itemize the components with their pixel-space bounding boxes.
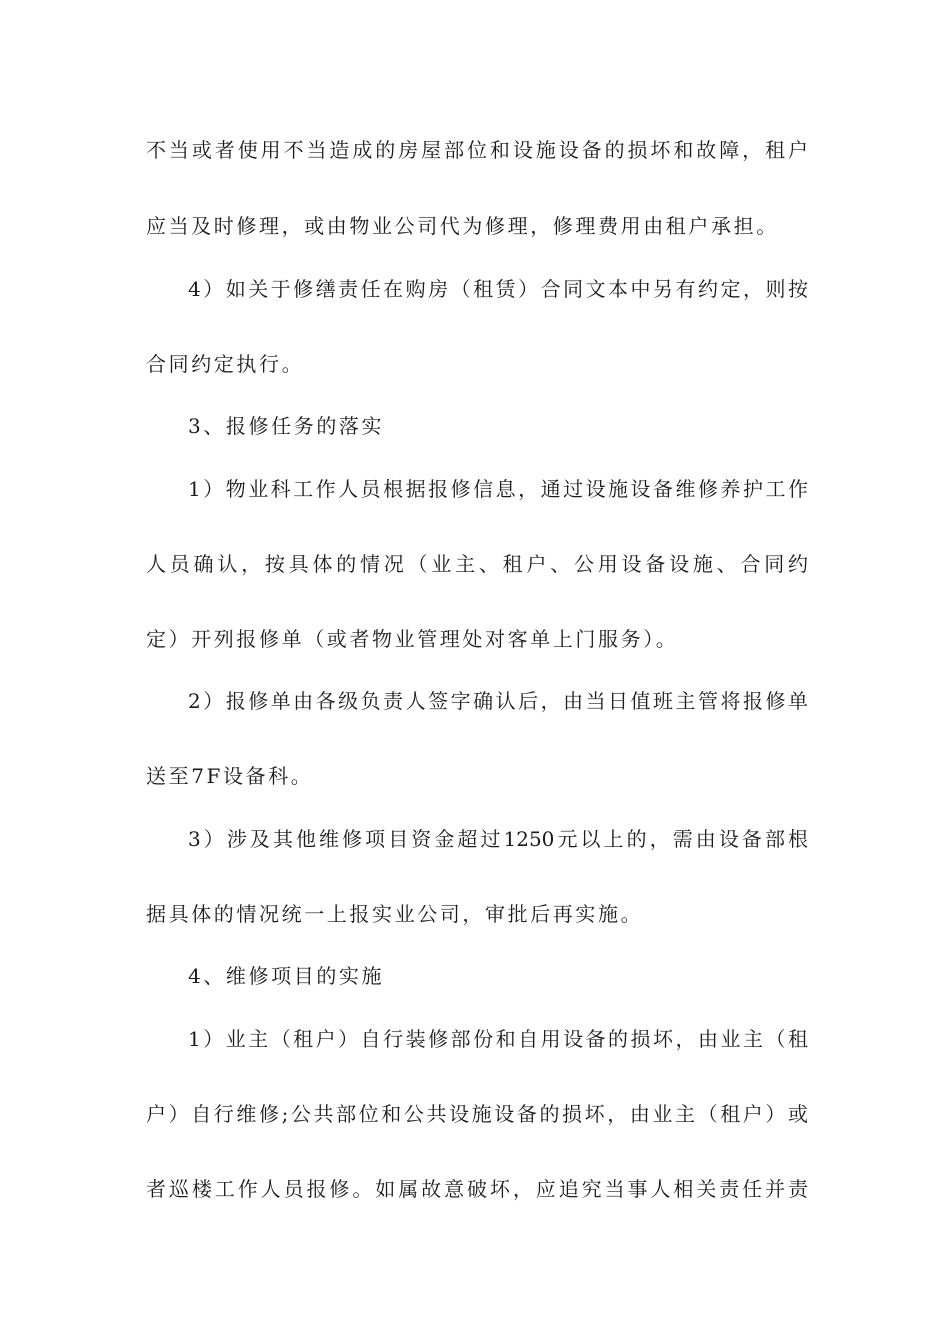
text-line: 据具体的情况统一上报实业公司，审批后再实施。: [146, 902, 644, 926]
text-line: 不当或者使用不当造成的房屋部位和设施设备的损坏和故障，租户: [146, 138, 808, 162]
text-line: 1）物业科工作人员根据报修信息，通过设施设备维修养护工作: [188, 477, 808, 501]
text-line: 送至7F设备科。: [146, 764, 314, 788]
section-heading: 3、报修任务的落实: [188, 414, 385, 438]
text-line: 者巡楼工作人员报修。如属故意破坏，应追究当事人相关责任并责: [146, 1177, 808, 1201]
text-line: 定）开列报修单（或者物业管理处对客单上门服务）。: [146, 627, 679, 651]
text-line: 4）如关于修缮责任在购房（租赁）合同文本中另有约定，则按: [188, 277, 808, 301]
section-heading: 4、维修项目的实施: [188, 964, 385, 988]
text-line: 2）报修单由各级负责人签字确认后，由当日值班主管将报修单: [188, 689, 808, 713]
text-line: 人员确认，按具体的情况（业主、租户、公用设备设施、合同约: [146, 552, 808, 576]
text-line: 1）业主（租户）自行装修部份和自用设备的损坏，由业主（租: [188, 1027, 808, 1051]
text-line: 应当及时修理，或由物业公司代为修理，修理费用由租户承担。: [146, 214, 779, 238]
text-line: 合同约定执行。: [146, 352, 305, 376]
text-line: 户）自行维修;公共部位和公共设施设备的损坏，由业主（租户）或: [146, 1102, 808, 1126]
text-line: 3）涉及其他维修项目资金超过1250元以上的，需由设备部根: [188, 827, 808, 851]
